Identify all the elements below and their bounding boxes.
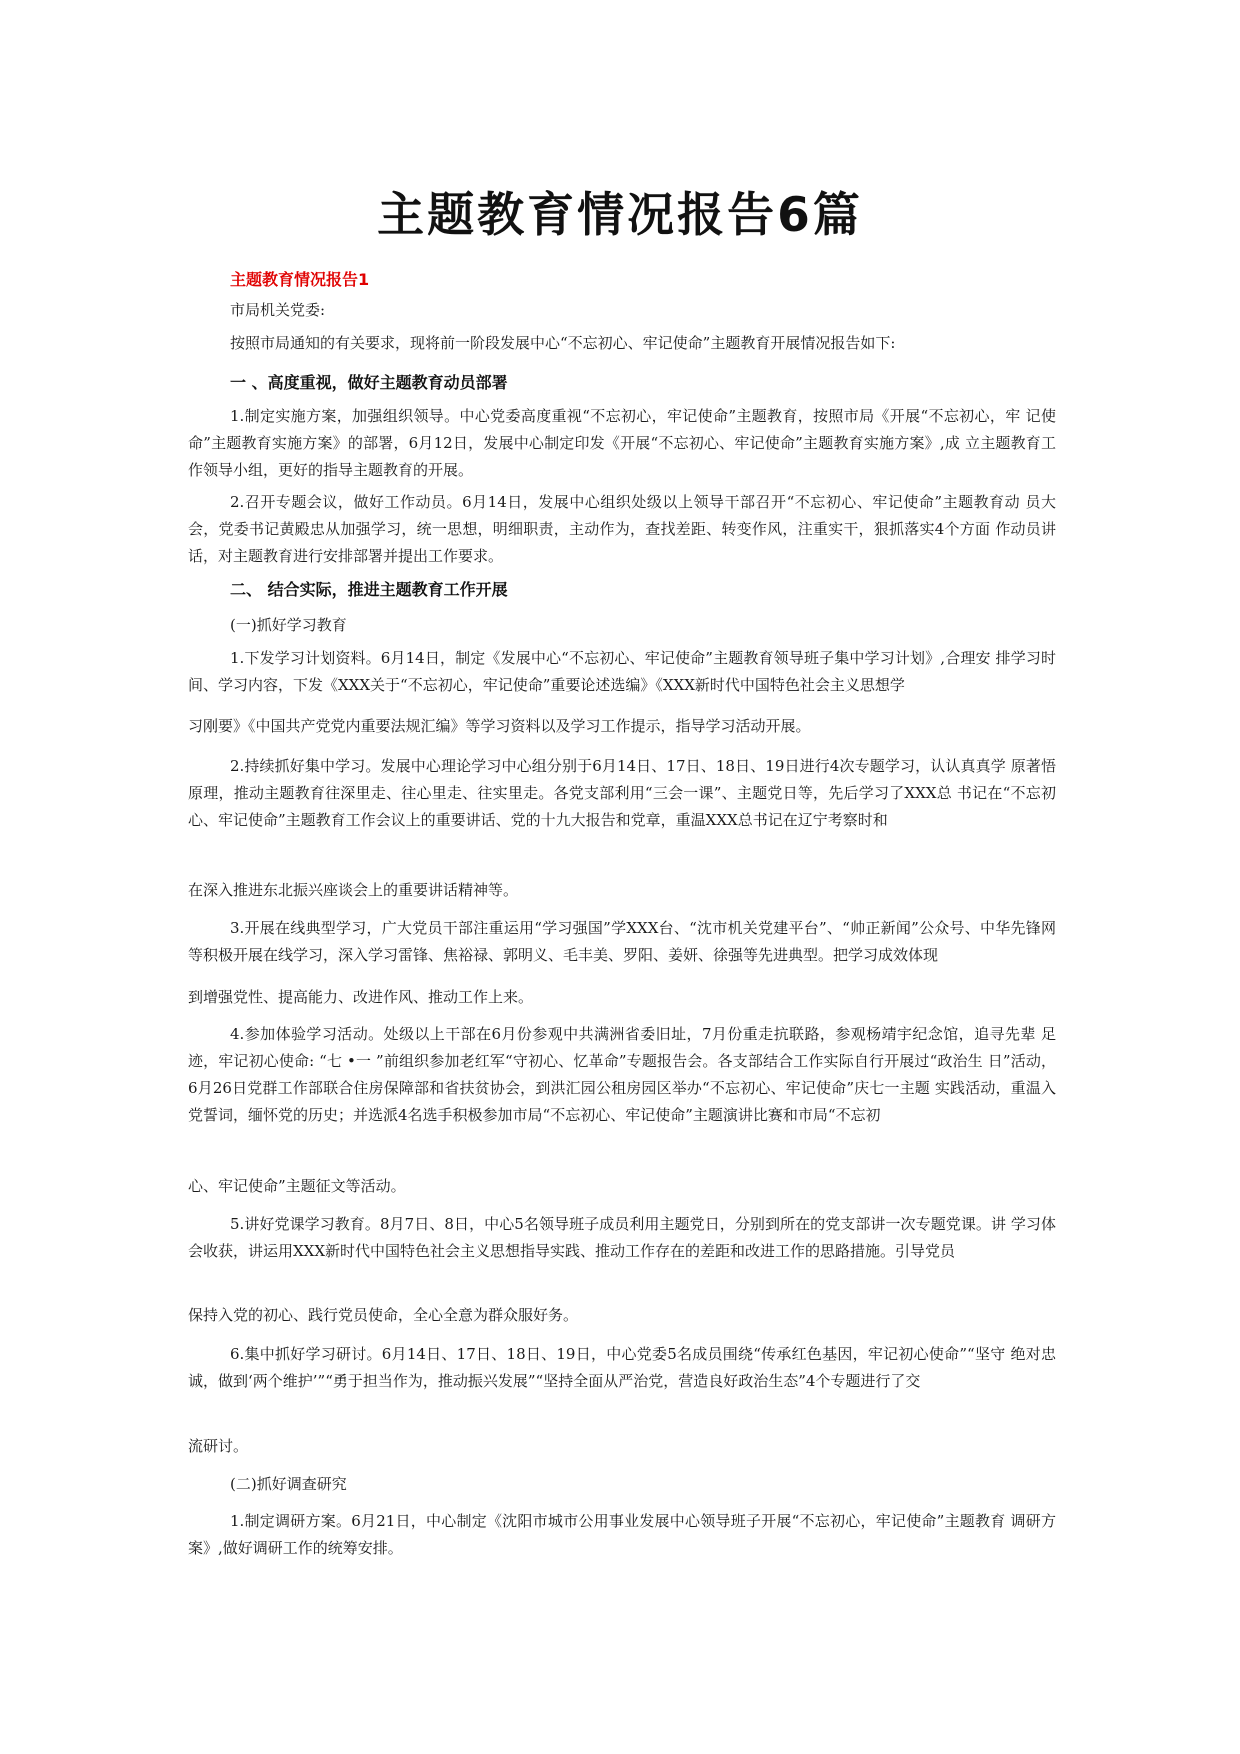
salutation: 市局机关党委: [230,301,326,319]
subsection-heading: (一)抓好学习教育 [230,616,347,634]
paragraph: 2.持续抓好集中学习。发展中心理论学习中心组分别于6月14日、17日、18日、19日进行4次专题学习，认认真真学 原著悟原理，推动主题教育往深里走、往心里走、往实里走。各党支部利用“三会一课”、主题党日等，先后学习了XXX总 书记在“不忘初心、牢记使命”主题教育工作会议上的重要讲话、党的十九大报告和党章，重温XXX总书记在辽宁考察时和 [188,757,1056,829]
paragraph-continued: 保持入党的初心、践行党员使命，全心全意为群众服好务。 [188,1306,579,1324]
paragraph: 4.参加体验学习活动。处级以上干部在6月份参观中共满洲省委旧址，7月份重走抗联路，参观杨靖宇纪念馆，追寻先辈 足迹，牢记初心使命: “七 •一 ”前组织参加老红军“守初心、忆革命”专题报告会。各支部结合工作实际自行开展过“政治生 日”活动，6月26日党群工作部联合住房保障部和省扶贫协会，到洪汇园公租房园区举办“不忘初心、牢记使命”庆七一主题 实践活动，重温入党誓词，缅怀党的历史；并选派4名选手积极参加市局“不忘初心、牢记使命”主题演讲比赛和市局“不忘初 [188,1025,1056,1124]
paragraph: 1.制定调研方案。6月21日，中心制定《沈阳市城市公用事业发展中心领导班子开展“不忘初心，牢记使命”主题教育 调研方案》,做好调研工作的统筹安排。 [188,1512,1056,1557]
paragraph-continued: 心、牢记使命”主题征文等活动。 [188,1177,406,1195]
paragraph-continued: 流研讨。 [188,1437,249,1455]
paragraph-continued: 在深入推进东北振兴座谈会上的重要讲话精神等。 [188,881,519,899]
paragraph: 6.集中抓好学习研讨。6月14日、17日、18日、19日，中心党委5名成员围绕“传承红色基因，牢记初心使命”“坚守 绝对忠诚，做到‘两个维护’”“勇于担当作为，推动振兴发展”“坚持全面从严治党，营造良好政治生态”4个专题进行了交 [188,1345,1056,1390]
paragraph: 3.开展在线典型学习，广大党员干部注重运用“学习强国”学XXX台、“沈市机关党建平台”、“帅正新闻”公众号、中华先锋网等积极开展在线学习，深入学习雷锋、焦裕禄、郭明义、毛丰美、罗阳、姜妍、徐强等先进典型。把学习成效体现 [188,919,1056,964]
intro-paragraph: 按照市局通知的有关要求，现将前一阶段发展中心“不忘初心、牢记使命”主题教育开展情况报告如下: [230,334,896,352]
paragraph: 5.讲好党课学习教育。8月7日、8日，中心5名领导班子成员利用主题党日，分别到所在的党支部讲一次专题党课。讲 学习体会收获，讲运用XXX新时代中国特色社会主义思想指导实践、推动工作存在的差距和改进工作的思路措施。引导党员 [188,1215,1056,1260]
paragraph-continued: 到增强党性、提高能力、改进作风、推动工作上来。 [188,988,534,1006]
paragraph: 1.制定实施方案，加强组织领导。中心党委高度重视“不忘初心，牢记使命”主题教育，按照市局《开展“不忘初心，牢 记使命”主题教育实施方案》的部署，6月12日，发展中心制定印发《开展“不忘初心、牢记使命”主题教育实施方案》,成 立主题教育工作领导小组，更好的指导主题教育的开展。 [188,407,1056,479]
section-heading-1: 一 、高度重视，做好主题教育动员部署 [230,373,508,392]
report-heading: 主题教育情况报告1 [230,270,370,289]
paragraph: 2.召开专题会议，做好工作动员。6月14日，发展中心组织处级以上领导干部召开“不忘初心、牢记使命”主题教育动 员大会，党委书记黄殿忠从加强学习，统一思想，明细职责，主动作为，查找差距、转变作风，注重实干，狠抓落实4个方面 作动员讲话，对主题教育进行安排部署并提出工作要求。 [188,493,1056,565]
subsection-heading: (二)抓好调查研究 [230,1475,347,1493]
section-heading-2: 二、 结合实际，推进主题教育工作开展 [230,580,508,599]
paragraph: 1.下发学习计划资料。6月14日，制定《发展中心“不忘初心、牢记使命”主题教育领导班子集中学习计划》,合理安 排学习时间、学习内容，下发《XXX关于“不忘初心，牢记使命”重要论述选编》《XXX新时代中国特色社会主义思想学 [188,649,1056,694]
paragraph-continued: 习刚要》《中国共产党党内重要法规汇编》等学习资料以及学习工作提示，指导学习活动开展。 [188,717,811,735]
document-title: 主题教育情况报告6篇 [377,188,863,243]
